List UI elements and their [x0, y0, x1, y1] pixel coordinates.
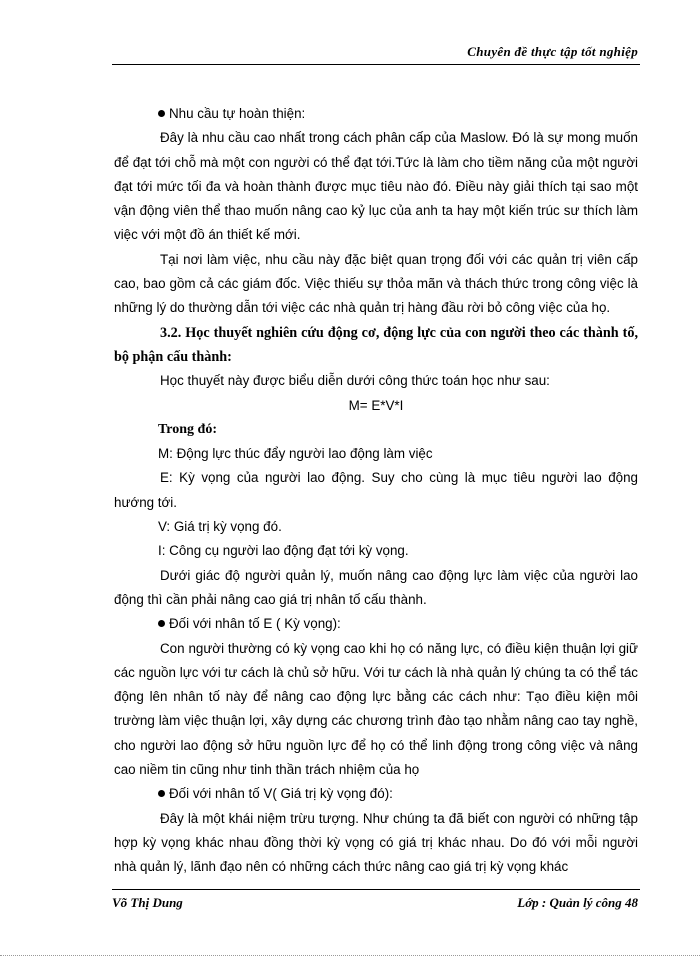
footer-class: Lớp : Quản lý công 48 [517, 895, 638, 910]
page-edge [0, 955, 700, 956]
header-title: Chuyên đề thực tập tốt nghiệp [467, 44, 638, 59]
paragraph: Dưới giác độ người quản lý, muốn nâng cao động lực làm việc của người lao động thì cần phải nâng cao giá trị nhân tố cấu thành. [114, 567, 638, 607]
footer-author: Võ Thị Dung [112, 895, 183, 910]
trong-do-label: Trong đó: [158, 421, 217, 437]
footer-rule [112, 889, 640, 890]
definition-e: E: Kỳ vọng của người lao động. Suy cho cùng là mục tiêu người lao động hướng tới. [114, 470, 638, 510]
page-body [114, 102, 638, 880]
definition-i: I: Công cụ người lao động đạt tới kỳ vọng. [158, 543, 409, 559]
bullet-text: Đối với nhân tố V( Giá trị kỳ vọng đó): [169, 786, 393, 802]
paragraph: Con người thường có kỳ vọng cao khi họ có năng lực, có điều kiện thuận lợi giữ các nguồn lực với tư cách là chủ sở hữu. Với tư cách là nhà quản lý chúng ta có thể tác động lên nhân tố này để nâng cao động lực bằng các cách như: Tạo điều kiện môi trường làm việc thuận lợi, xây dựng các chương trình đào tạo nhằm nâng cao tay nghề, cho người lao động sở hữu nguồn lực để họ có thể linh động trong công việc và nâng cao niềm tin cũng như tinh thần trách nhiệm của họ [114, 640, 638, 778]
header-rule [112, 64, 640, 65]
formula: M= E*V*I [348, 397, 404, 413]
bullet-text: Nhu cầu tự hoàn thiện: [169, 106, 306, 121]
section-heading: 3.2. Học thuyết nghiên cứu động cơ, động lực của con người theo các thành tố, bộ phận cấu thành: [114, 324, 638, 365]
paragraph: Đây là một khái niệm trừu tượng. Như chúng ta đã biết con người có những tập hợp kỳ vọng khác nhau đồng thời kỳ vọng có giá trị khác nhau. Do đó với mỗi người nhà quản lý, lãnh đạo nên có những cách thức nâng cao giá trị kỳ vọng khác [114, 810, 638, 875]
paragraph: Học thuyết này được biểu diễn dưới công thức toán học như sau: [160, 373, 550, 389]
paragraph: Đây là nhu cầu cao nhất trong cách phân cấp của Maslow. Đó là sự mong muốn để đạt tới chỗ mà một con người có thể đạt tới.Tức là làm cho tiềm năng của một người đạt tới mức tối đa và hoàn thành được mục tiêu nào đó. Điều này giải thích tại sao một vận động viên thể thao muốn nâng cao kỷ lục của anh ta hay một kiến trúc sư thích làm việc với một đồ án thiết kế mới. [114, 130, 638, 243]
bullet-item [114, 102, 638, 126]
bullet-icon [158, 790, 165, 797]
bullet-text: Đối với nhân tố E ( Kỳ vọng): [169, 616, 341, 632]
definition-v: V: Giá trị kỳ vọng đó. [158, 519, 282, 535]
paragraph: Tại nơi làm việc, nhu cầu này đặc biệt quan trọng đối với các quản trị viên cấp cao, bao gồm cả các giám đốc. Việc thiếu sự thỏa mãn và thách thức trong công việc là những lý do thường dẫn tới việc các nhà quản trị hàng đầu rời bỏ công việc của họ. [114, 251, 638, 316]
bullet-icon [158, 110, 165, 117]
bullet-icon [158, 620, 165, 627]
bullet-item [114, 782, 638, 806]
definition-m: M: Động lực thúc đẩy người lao động làm việc [158, 446, 433, 462]
bullet-item [114, 612, 638, 636]
